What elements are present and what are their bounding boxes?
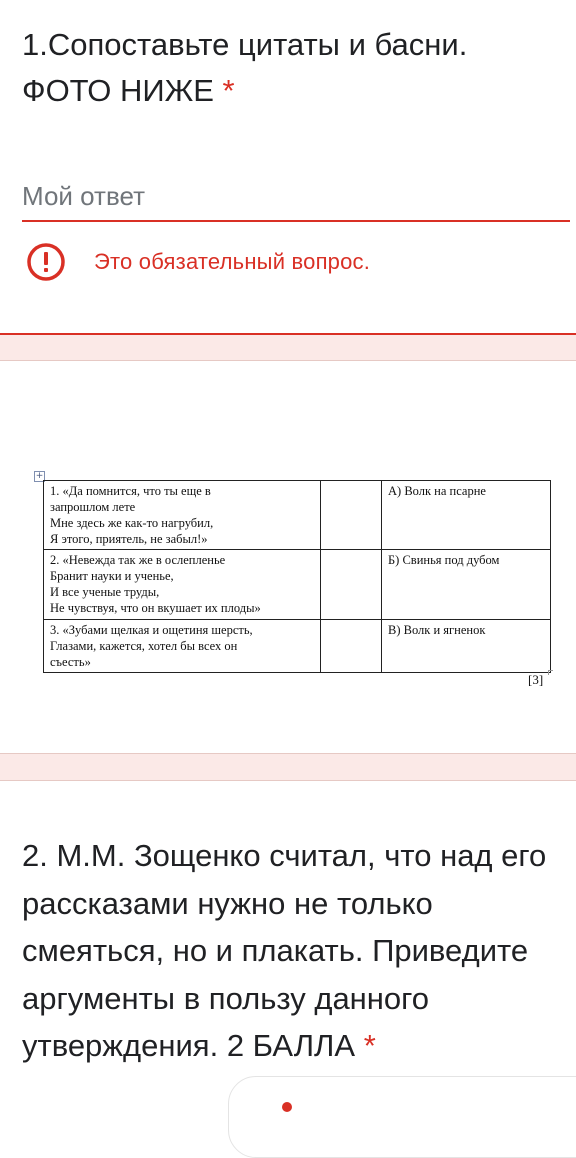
table-row bbox=[44, 550, 551, 620]
empty-cell bbox=[321, 550, 382, 620]
exclamation-circle-icon bbox=[26, 242, 66, 282]
quote-cell bbox=[44, 620, 321, 673]
empty-cell bbox=[321, 481, 382, 550]
question-1-title-text: 1.Сопоставьте цитаты и басни. ФОТО НИЖЕ bbox=[22, 27, 468, 108]
required-asterisk: * bbox=[363, 1028, 376, 1063]
quote-line: 3. «Зубами щелкая и ощетиня шерсть, bbox=[50, 623, 253, 637]
quote-line: И все ученые труды, bbox=[50, 585, 160, 599]
answer-input[interactable] bbox=[22, 172, 570, 222]
question-2-title-text: 2. М.М. Зощенко считал, что над его рассказами нужно не только смеяться, но и плакать. Приведите аргументы в пользу данного утверждения. 2 БАЛЛА bbox=[22, 838, 547, 1063]
quotes-table-image bbox=[43, 480, 551, 673]
quote-cell bbox=[44, 550, 321, 620]
floating-panel bbox=[228, 1076, 576, 1158]
error-message bbox=[26, 242, 370, 282]
fable-cell: Б) Свинья под дубом bbox=[382, 550, 551, 620]
fable-cell: В) Волк и ягненок bbox=[382, 620, 551, 673]
table-row bbox=[44, 620, 551, 673]
quote-line: Не чувствуя, что он вкушает их плоды» bbox=[50, 601, 261, 615]
quote-line: Мне здесь же как-то нагрубил, bbox=[50, 516, 214, 530]
table-row bbox=[44, 481, 551, 550]
table-move-handle-icon: + bbox=[35, 471, 44, 481]
section-separator bbox=[0, 335, 576, 361]
quote-line: 1. «Да помнится, что ты еще в bbox=[50, 484, 211, 498]
corner-mark bbox=[548, 670, 553, 675]
error-text: Это обязательный вопрос. bbox=[94, 249, 371, 274]
question-2-title bbox=[22, 832, 570, 1070]
quote-line: съесть» bbox=[50, 655, 91, 669]
required-asterisk: * bbox=[222, 73, 235, 108]
quote-line: запрошлом лете bbox=[50, 500, 136, 514]
empty-cell bbox=[321, 620, 382, 673]
quote-line: Бранит науки и ученье, bbox=[50, 569, 174, 583]
question-1-title bbox=[22, 22, 562, 114]
footnote: [3] bbox=[528, 672, 544, 687]
red-dot-icon bbox=[282, 1102, 292, 1112]
quote-line: Я этого, приятель, не забыл!» bbox=[50, 532, 208, 546]
quote-line: Глазами, кажется, хотел бы всех он bbox=[50, 639, 238, 653]
section-separator bbox=[0, 753, 576, 781]
fable-cell: А) Волк на псарне bbox=[382, 481, 551, 550]
quote-line: 2. «Невежда так же в ослепленье bbox=[50, 553, 226, 567]
quote-cell bbox=[44, 481, 321, 550]
